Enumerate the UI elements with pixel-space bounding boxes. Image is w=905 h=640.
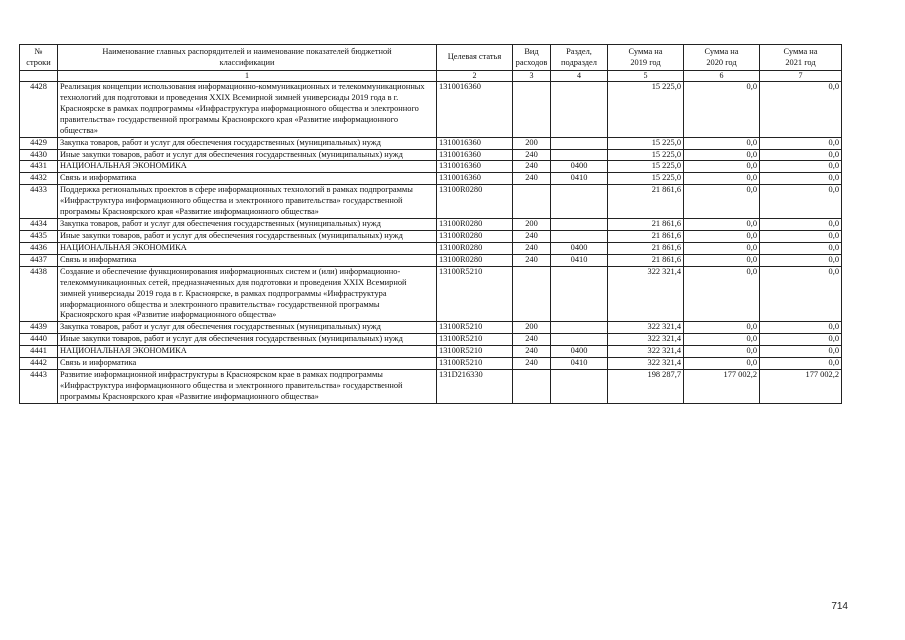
sum-2021-cell: 0,0 (760, 266, 842, 322)
section-cell: 0410 (551, 254, 608, 266)
sum-2019-cell: 322 321,4 (608, 322, 684, 334)
table-row (20, 242, 842, 254)
header-target-article: Целевая статья (437, 45, 513, 71)
column-number: 3 (513, 71, 551, 82)
expense-type-cell (513, 370, 551, 404)
sum-2020-cell: 177 002,2 (684, 370, 760, 404)
table-row (20, 358, 842, 370)
expense-type-cell: 240 (513, 173, 551, 185)
section-cell (551, 219, 608, 231)
row-number-cell: 4432 (20, 173, 58, 185)
target-article-cell: 13100R0280 (437, 219, 513, 231)
sum-2019-cell: 21 861,6 (608, 242, 684, 254)
sum-2020-cell: 0,0 (684, 358, 760, 370)
row-name-cell: Иные закупки товаров, работ и услуг для обеспечения государственных (муниципальных) нужд (58, 334, 437, 346)
sum-2019-cell: 21 861,6 (608, 219, 684, 231)
column-number: 7 (760, 71, 842, 82)
expense-type-cell (513, 82, 551, 138)
section-cell (551, 137, 608, 149)
target-article-cell: 13100R0280 (437, 185, 513, 219)
column-number-row (20, 71, 842, 82)
column-number: 6 (684, 71, 760, 82)
sum-2021-cell: 0,0 (760, 219, 842, 231)
table-row (20, 230, 842, 242)
row-number-cell: 4439 (20, 322, 58, 334)
row-number-cell: 4431 (20, 161, 58, 173)
expense-type-cell: 240 (513, 358, 551, 370)
target-article-cell: 1310016360 (437, 137, 513, 149)
expense-type-cell (513, 185, 551, 219)
target-article-cell: 13100R5210 (437, 322, 513, 334)
expense-type-cell (513, 266, 551, 322)
header-sum-2019: Сумма на 2019 год (608, 45, 684, 71)
sum-2021-cell: 0,0 (760, 173, 842, 185)
sum-2019-cell: 21 861,6 (608, 185, 684, 219)
target-article-cell: 131D216330 (437, 370, 513, 404)
sum-2019-cell: 21 861,6 (608, 254, 684, 266)
target-article-cell: 13100R0280 (437, 254, 513, 266)
sum-2020-cell: 0,0 (684, 161, 760, 173)
row-number-cell: 4443 (20, 370, 58, 404)
sum-2019-cell: 322 321,4 (608, 346, 684, 358)
section-cell (551, 334, 608, 346)
sum-2021-cell: 0,0 (760, 185, 842, 219)
expense-type-cell: 240 (513, 230, 551, 242)
row-name-cell: НАЦИОНАЛЬНАЯ ЭКОНОМИКА (58, 242, 437, 254)
sum-2020-cell: 0,0 (684, 149, 760, 161)
table-row (20, 334, 842, 346)
section-cell: 0410 (551, 173, 608, 185)
table-row (20, 346, 842, 358)
sum-2019-cell: 15 225,0 (608, 137, 684, 149)
row-name-cell: Связь и информатика (58, 173, 437, 185)
budget-table (19, 44, 842, 404)
table-body (20, 82, 842, 404)
table-row (20, 185, 842, 219)
sum-2020-cell: 0,0 (684, 242, 760, 254)
sum-2019-cell: 15 225,0 (608, 173, 684, 185)
sum-2019-cell: 322 321,4 (608, 358, 684, 370)
section-cell (551, 82, 608, 138)
sum-2021-cell: 0,0 (760, 254, 842, 266)
section-cell: 0400 (551, 161, 608, 173)
sum-2021-cell: 0,0 (760, 230, 842, 242)
row-name-cell: НАЦИОНАЛЬНАЯ ЭКОНОМИКА (58, 161, 437, 173)
sum-2021-cell: 0,0 (760, 334, 842, 346)
table-row (20, 254, 842, 266)
target-article-cell: 1310016360 (437, 149, 513, 161)
row-name-cell: Развитие информационной инфраструктуры в Красноярском крае в рамках подпрограммы «Инфраструктура информационного общества и электронного правительства» государственной программы Красноярского края «Развитие информационного общества» (58, 370, 437, 404)
target-article-cell: 1310016360 (437, 82, 513, 138)
target-article-cell: 13100R5210 (437, 346, 513, 358)
sum-2021-cell: 0,0 (760, 149, 842, 161)
sum-2020-cell: 0,0 (684, 254, 760, 266)
sum-2020-cell: 0,0 (684, 137, 760, 149)
sum-2019-cell: 21 861,6 (608, 230, 684, 242)
column-number-blank (20, 71, 58, 82)
sum-2020-cell: 0,0 (684, 82, 760, 138)
section-cell (551, 185, 608, 219)
row-number-cell: 4436 (20, 242, 58, 254)
target-article-cell: 1310016360 (437, 173, 513, 185)
row-name-cell: Закупка товаров, работ и услуг для обеспечения государственных (муниципальных) нужд (58, 137, 437, 149)
sum-2019-cell: 322 321,4 (608, 334, 684, 346)
row-number-cell: 4430 (20, 149, 58, 161)
page-number: 714 (831, 601, 848, 612)
table-row (20, 149, 842, 161)
row-number-cell: 4438 (20, 266, 58, 322)
expense-type-cell: 200 (513, 137, 551, 149)
sum-2019-cell: 15 225,0 (608, 161, 684, 173)
expense-type-cell: 240 (513, 334, 551, 346)
target-article-cell: 1310016360 (437, 161, 513, 173)
sum-2021-cell: 0,0 (760, 242, 842, 254)
sum-2020-cell: 0,0 (684, 219, 760, 231)
sum-2019-cell: 15 225,0 (608, 82, 684, 138)
section-cell (551, 230, 608, 242)
expense-type-cell: 200 (513, 219, 551, 231)
sum-2021-cell: 0,0 (760, 161, 842, 173)
sum-2020-cell: 0,0 (684, 185, 760, 219)
expense-type-cell: 240 (513, 346, 551, 358)
table-row (20, 266, 842, 322)
sum-2021-cell: 177 002,2 (760, 370, 842, 404)
table-header (20, 45, 842, 82)
column-number: 1 (58, 71, 437, 82)
row-number-cell: 4434 (20, 219, 58, 231)
row-number-cell: 4440 (20, 334, 58, 346)
sum-2021-cell: 0,0 (760, 346, 842, 358)
header-sum-2020: Сумма на 2020 год (684, 45, 760, 71)
expense-type-cell: 240 (513, 254, 551, 266)
header-section: Раздел, подраздел (551, 45, 608, 71)
sum-2020-cell: 0,0 (684, 334, 760, 346)
header-row-number: № строки (20, 45, 58, 71)
row-name-cell: Связь и информатика (58, 254, 437, 266)
target-article-cell: 13100R5210 (437, 358, 513, 370)
sum-2021-cell: 0,0 (760, 358, 842, 370)
target-article-cell: 13100R0280 (437, 242, 513, 254)
sum-2019-cell: 198 287,7 (608, 370, 684, 404)
row-name-cell: Иные закупки товаров, работ и услуг для обеспечения государственных (муниципальных) нужд (58, 230, 437, 242)
row-name-cell: Связь и информатика (58, 358, 437, 370)
section-cell: 0400 (551, 242, 608, 254)
row-name-cell: Поддержка региональных проектов в сфере информационных технологий в рамках подпрограммы «Инфраструктура информационного общества и электронного правительства» государственной программы Красноярского края «Развитие информационного общества» (58, 185, 437, 219)
row-name-cell: Закупка товаров, работ и услуг для обеспечения государственных (муниципальных) нужд (58, 219, 437, 231)
sum-2020-cell: 0,0 (684, 230, 760, 242)
expense-type-cell: 200 (513, 322, 551, 334)
expense-type-cell: 240 (513, 149, 551, 161)
table-row (20, 137, 842, 149)
target-article-cell: 13100R5210 (437, 334, 513, 346)
sum-2019-cell: 322 321,4 (608, 266, 684, 322)
table-row (20, 161, 842, 173)
row-name-cell: Иные закупки товаров, работ и услуг для обеспечения государственных (муниципальных) нужд (58, 149, 437, 161)
table-row (20, 82, 842, 138)
table-row (20, 219, 842, 231)
column-number: 4 (551, 71, 608, 82)
row-number-cell: 4433 (20, 185, 58, 219)
row-name-cell: Создание и обеспечение функционирования информационных систем и (или) информационно-телекоммуникационных сетей, предназначенных для подготовки и проведения XXIX Всемирной зимней универсиады 2019 года в г. Красноярске, в рамках подпрограммы «Инфраструктура информационного общества и электронного правительства» государственной программы Красноярского края «Развитие информационного общества» (58, 266, 437, 322)
target-article-cell: 13100R0280 (437, 230, 513, 242)
expense-type-cell: 240 (513, 242, 551, 254)
column-number: 5 (608, 71, 684, 82)
section-cell (551, 266, 608, 322)
header-sum-2021: Сумма на 2021 год (760, 45, 842, 71)
expense-type-cell: 240 (513, 161, 551, 173)
sum-2020-cell: 0,0 (684, 346, 760, 358)
row-name-cell: Реализация концепции использования информационно-коммуникационных и телекоммуникационных технологий для подготовки и проведения XXIX Всемирной зимней универсиады 2019 года в г. Красноярске в рамках подпрограммы «Инфраструктура информационного общества и электронного правительства» государственной программы Красноярского края «Развитие информационного общества» (58, 82, 437, 138)
row-name-cell: Закупка товаров, работ и услуг для обеспечения государственных (муниципальных) нужд (58, 322, 437, 334)
table-row (20, 173, 842, 185)
section-cell (551, 370, 608, 404)
table-row (20, 322, 842, 334)
sum-2020-cell: 0,0 (684, 322, 760, 334)
row-number-cell: 4428 (20, 82, 58, 138)
table-row (20, 370, 842, 404)
sum-2021-cell: 0,0 (760, 137, 842, 149)
sum-2021-cell: 0,0 (760, 322, 842, 334)
sum-2020-cell: 0,0 (684, 173, 760, 185)
target-article-cell: 13100R5210 (437, 266, 513, 322)
row-number-cell: 4442 (20, 358, 58, 370)
section-cell: 0410 (551, 358, 608, 370)
section-cell (551, 149, 608, 161)
sum-2021-cell: 0,0 (760, 82, 842, 138)
section-cell: 0400 (551, 346, 608, 358)
row-name-cell: НАЦИОНАЛЬНАЯ ЭКОНОМИКА (58, 346, 437, 358)
sum-2019-cell: 15 225,0 (608, 149, 684, 161)
row-number-cell: 4441 (20, 346, 58, 358)
row-number-cell: 4435 (20, 230, 58, 242)
row-number-cell: 4437 (20, 254, 58, 266)
sum-2020-cell: 0,0 (684, 266, 760, 322)
row-number-cell: 4429 (20, 137, 58, 149)
section-cell (551, 322, 608, 334)
header-name: Наименование главных распорядителей и наименование показателей бюджетной классификации (58, 45, 437, 71)
column-number: 2 (437, 71, 513, 82)
header-expense-type: Вид расходов (513, 45, 551, 71)
